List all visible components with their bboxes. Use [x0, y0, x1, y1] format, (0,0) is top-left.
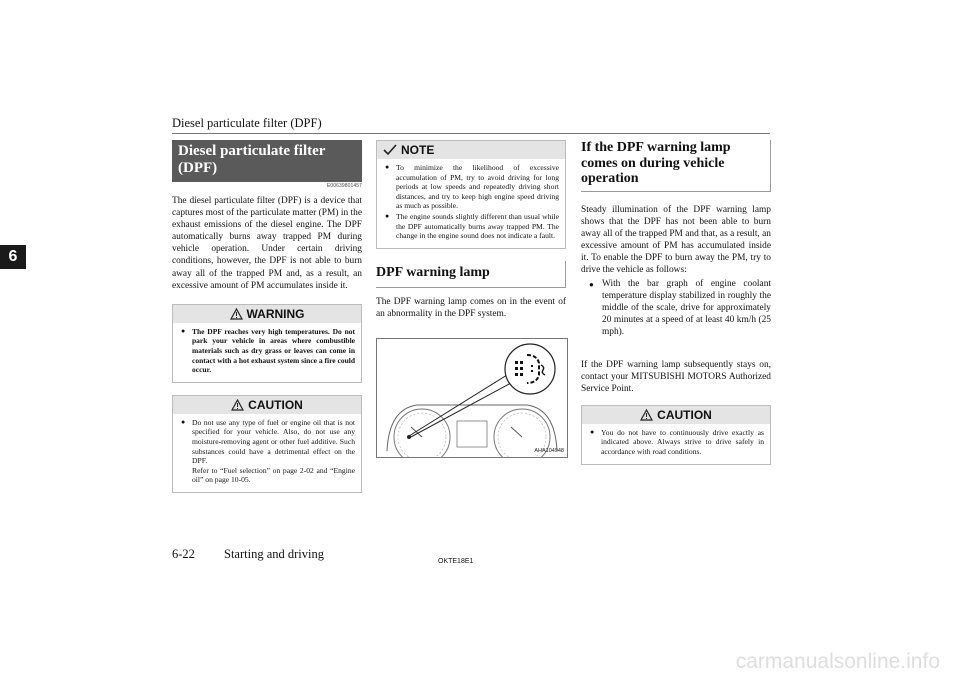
section-title: Diesel particulate filter (DPF): [172, 140, 362, 182]
bullet-icon: ●: [590, 427, 595, 436]
driving-instruction-text: With the bar graph of engine coolant temperature display stabilized in roughly the middle of the scale, drive for approximately 20 minutes at a speed of at least 40 km/h (25 mph).: [602, 279, 771, 338]
running-header: Diesel particulate filter (DPF): [172, 116, 322, 130]
caution-label-2: CAUTION: [657, 407, 712, 422]
driving-instruction-item: [589, 278, 771, 338]
caution-header-2: [582, 406, 770, 424]
warning-triangle-icon: [230, 308, 243, 320]
dpf-lamp-figure: [376, 338, 568, 458]
figure-code: AHA104948: [534, 447, 564, 454]
lamp-paragraph: The DPF warning lamp comes on in the event of an abnormality in the DPF system.: [376, 296, 566, 319]
bullet-icon: ●: [589, 280, 594, 290]
caution-header: [173, 396, 361, 414]
warning-label: WARNING: [246, 306, 305, 321]
caution-text-2: You do not have to continuously drive exactly as indicated above. Always strive to drive safely in accordance with road conditions.: [601, 427, 764, 456]
caution-box: [172, 395, 362, 493]
bullet-icon: ●: [385, 163, 390, 171]
note-item: [385, 212, 559, 241]
column-2: [376, 140, 566, 458]
bullet-icon: ●: [181, 326, 186, 335]
caution-label: CAUTION: [248, 397, 303, 412]
warning-triangle-icon: [640, 409, 653, 421]
header-rule: [172, 133, 770, 134]
note-text-1: To minimize the likelihood of excessive accumulation of PM, try to avoid driving for long periods at low speeds and repeatedly driving short distances, and try to keep high engine speed driving as much as possible.: [396, 163, 559, 211]
warning-box: [172, 304, 362, 383]
bullet-icon: ●: [385, 211, 390, 220]
section-code: E00639801457: [326, 183, 362, 189]
warning-triangle-icon: [231, 399, 244, 411]
watermark: carmanualsonline.info: [735, 650, 940, 673]
bullet-icon: ●: [181, 417, 186, 426]
caution-refer: Refer to “Fuel selection” on page 2-02 and “Engine oil” on page 10-05.: [192, 465, 355, 485]
warning-item: [181, 327, 355, 375]
column-1: [172, 140, 362, 493]
warning-header: [173, 305, 361, 323]
service-paragraph: If the DPF warning lamp subsequently stays on, contact your MITSUBISHI MOTORS Authorized Service Point.: [581, 359, 771, 394]
driving-instructions: [581, 278, 771, 338]
note-check-icon: [383, 144, 397, 156]
note-label: NOTE: [401, 143, 435, 157]
dpf-lamp-on-heading: If the DPF warning lamp comes on during vehicle operation: [581, 140, 771, 192]
note-box: [376, 140, 566, 249]
dpf-lamp-on-paragraph: Steady illumination of the DPF warning lamp shows that the DPF has not been able to burn away all of the trapped PM and that, as a result, an excessive amount of PM has accumulated inside it. To enable the DPF to burn away the PM, try to drive the vehicle as follows:: [581, 204, 771, 275]
lamp-heading: DPF warning lamp: [376, 261, 566, 288]
page-number: 6-22: [172, 547, 195, 561]
footer-section: Starting and driving: [224, 547, 324, 561]
note-header: [377, 141, 565, 159]
footer-code: OKTE18E1: [438, 558, 474, 565]
instrument-cluster-illustration: [377, 339, 567, 457]
note-item: [385, 163, 559, 211]
note-text-2: The engine sounds slightly different than usual while the DPF automatically burns away trapped PM. The change in the engine sound does not indicate a fault.: [396, 211, 559, 241]
caution-box-2: [581, 405, 771, 465]
intro-paragraph: The diesel particulate filter (DPF) is a device that captures most of the particulate matter (PM) in the exhaust emissions of the diesel engine. The DPF automatically burns away trapped PM during vehicle operation. Under certain driving conditions, however, the DPF is not able to burn away all of the trapped PM and, as a result, an excessive amount of PM accumulates inside it.: [172, 196, 362, 291]
column-3: [581, 140, 771, 465]
caution-item-2: [590, 428, 764, 457]
chapter-tab: 6: [0, 245, 26, 269]
caution-text: Do not use any type of fuel or engine oil that is not specified for your vehicle. Also, do not use any moisture-removing agent or other fuel additive. Such substances could have a detrimental effect on the DPF.: [192, 417, 355, 466]
warning-text: The DPF reaches very high temperatures. Do not park your vehicle in areas where combustible materials such as dry grass or leaves can come in contact with a hot exhaust system since a fire could occur.: [192, 326, 355, 375]
caution-item: [181, 418, 355, 485]
